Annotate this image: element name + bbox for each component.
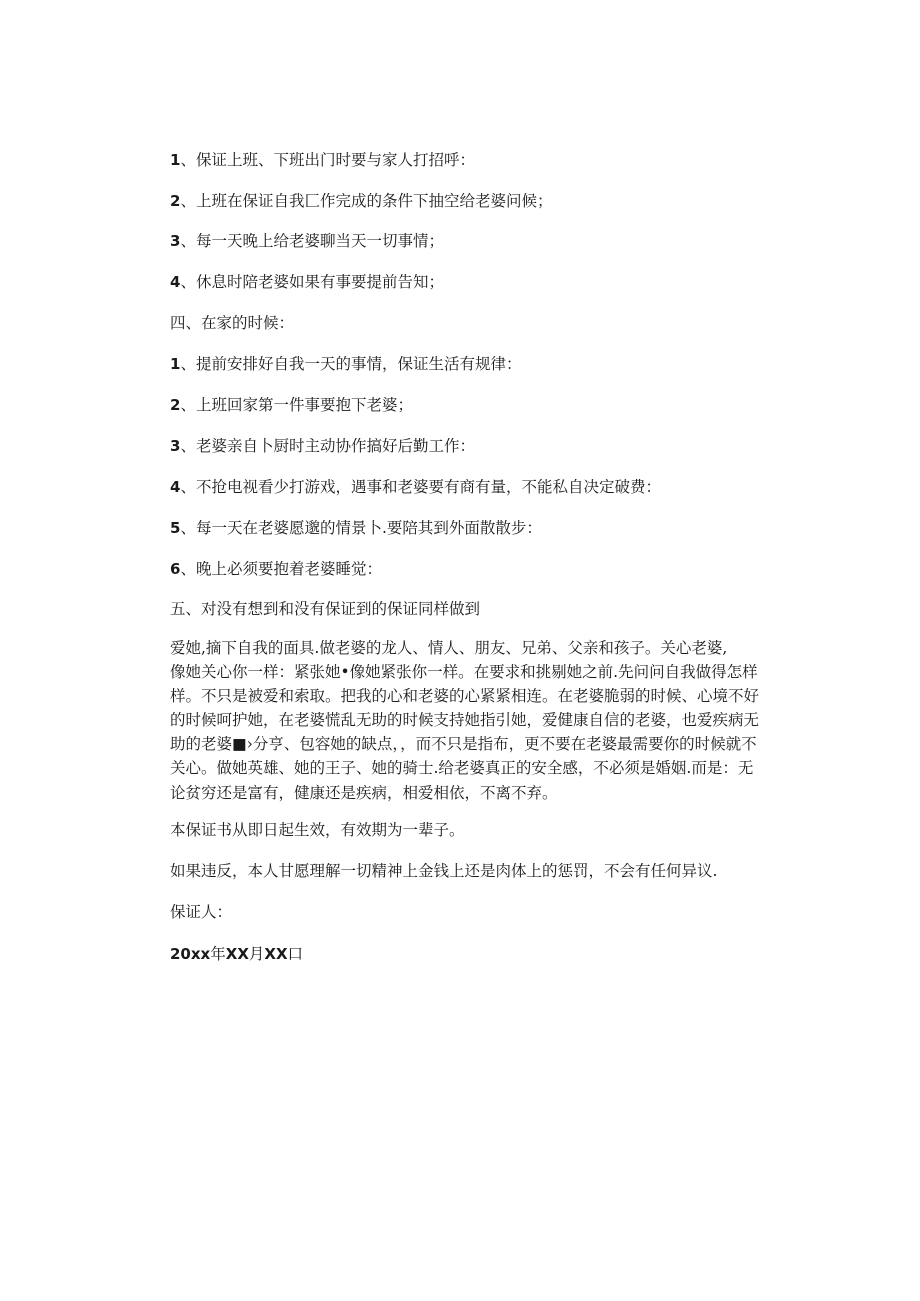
paragraph-line: 助的老婆■›分亨、包容她的缺点，，而不只是指布，更不要在老婆最需要你的时候就不 xyxy=(170,735,757,754)
item-text: 、每一天在老婆愿邈的情景卜.要陪其到外面散散步： xyxy=(180,519,542,537)
item-number: 4 xyxy=(170,478,181,496)
guarantor-label: 保证人： xyxy=(170,903,233,921)
paragraph-line: 爱她,摘下自我的面具.做老婆的龙人、情人、朋友、兄弟、父亲和孩子。关心老婆, xyxy=(170,639,728,657)
home-item-1 xyxy=(170,354,521,374)
date-day: XX xyxy=(264,945,288,963)
work-item-2 xyxy=(170,191,552,211)
paragraph-line: 样。不只是被爱和索取。把我的心和老婆的心紧紧相连。在老婆脆弱的时候、心境不好 xyxy=(170,687,760,706)
item-text: 、上班在保证自我匚作完成的条件下抽空给老婆问候； xyxy=(180,192,553,210)
paragraph-line: 像她关心你一样：紧张她•像她紧张你一样。在要求和挑剔她之前.先问问自我做得怎样 xyxy=(170,663,758,682)
item-text: 、休息时陪老婆如果有事要提前告知； xyxy=(180,273,444,291)
item-text: 、不抢电视看少打游戏，遇事和老婆要有商有量，不能私自决定破费： xyxy=(180,478,661,496)
home-item-2 xyxy=(170,395,413,415)
paragraph-line: 论贫穷还是富有，健康还是疾病，相爱相依，不离不弃。 xyxy=(170,783,558,802)
home-item-4 xyxy=(170,477,661,497)
signature-date xyxy=(170,944,303,964)
date-year-unit: 年 xyxy=(210,945,226,963)
item-text: 、每一天晚上给老婆聊当天一切事情； xyxy=(180,232,444,250)
date-month: XX xyxy=(225,945,249,963)
work-item-3 xyxy=(170,231,444,251)
date-year: 20xx xyxy=(170,945,211,963)
home-item-5 xyxy=(170,518,542,538)
paragraph-line: 的时候呵护她，在老婆慌乱无助的时候支持她指引她，爱健康自信的老婆，也爱疾病无 xyxy=(170,711,760,730)
item-text: 、提前安排好自我一天的事情，保证生活有规律： xyxy=(180,355,522,373)
item-number: 4 xyxy=(170,273,181,291)
section-5-heading: 五、对没有想到和没有保证到的保证同样做到 xyxy=(170,600,481,618)
paragraph-line: 关心。做她英雄、她的王子、她的骑士.给老婆真正的安全感，不必须是婚姻.而是：无 xyxy=(170,759,754,778)
commitment-paragraph xyxy=(170,636,780,805)
item-number: 2 xyxy=(170,396,181,414)
item-number: 6 xyxy=(170,560,181,578)
violation-statement: 如果违反，本人甘愿理解一切精神上金钱上还是肉体上的惩罚，不会有任何异议. xyxy=(170,862,718,880)
date-day-unit: 口 xyxy=(287,945,304,963)
item-number: 2 xyxy=(170,192,181,210)
item-text: 、老婆亲自卜厨时主动协作搞好后勤工作： xyxy=(180,437,475,455)
item-number: 3 xyxy=(170,437,181,455)
date-month-unit: 月 xyxy=(248,945,265,963)
item-number: 1 xyxy=(170,151,181,169)
item-number: 3 xyxy=(170,232,181,250)
home-item-6 xyxy=(170,559,382,579)
item-text: 、晚上必须要抱着老婆睡觉： xyxy=(180,560,382,578)
item-text: 、上班回家第一件事要抱下老婆； xyxy=(180,396,413,414)
work-item-1 xyxy=(170,150,475,170)
validity-statement: 本保证书从即日起生效，有效期为一辈子。 xyxy=(170,821,465,839)
home-item-3 xyxy=(170,436,475,456)
work-item-4 xyxy=(170,272,444,292)
section-4-heading: 四、在家的时候： xyxy=(170,314,295,332)
item-number: 1 xyxy=(170,355,181,373)
item-number: 5 xyxy=(170,519,181,537)
item-text: 、保证上班、下班出门时要与家人打招呼： xyxy=(180,151,475,169)
